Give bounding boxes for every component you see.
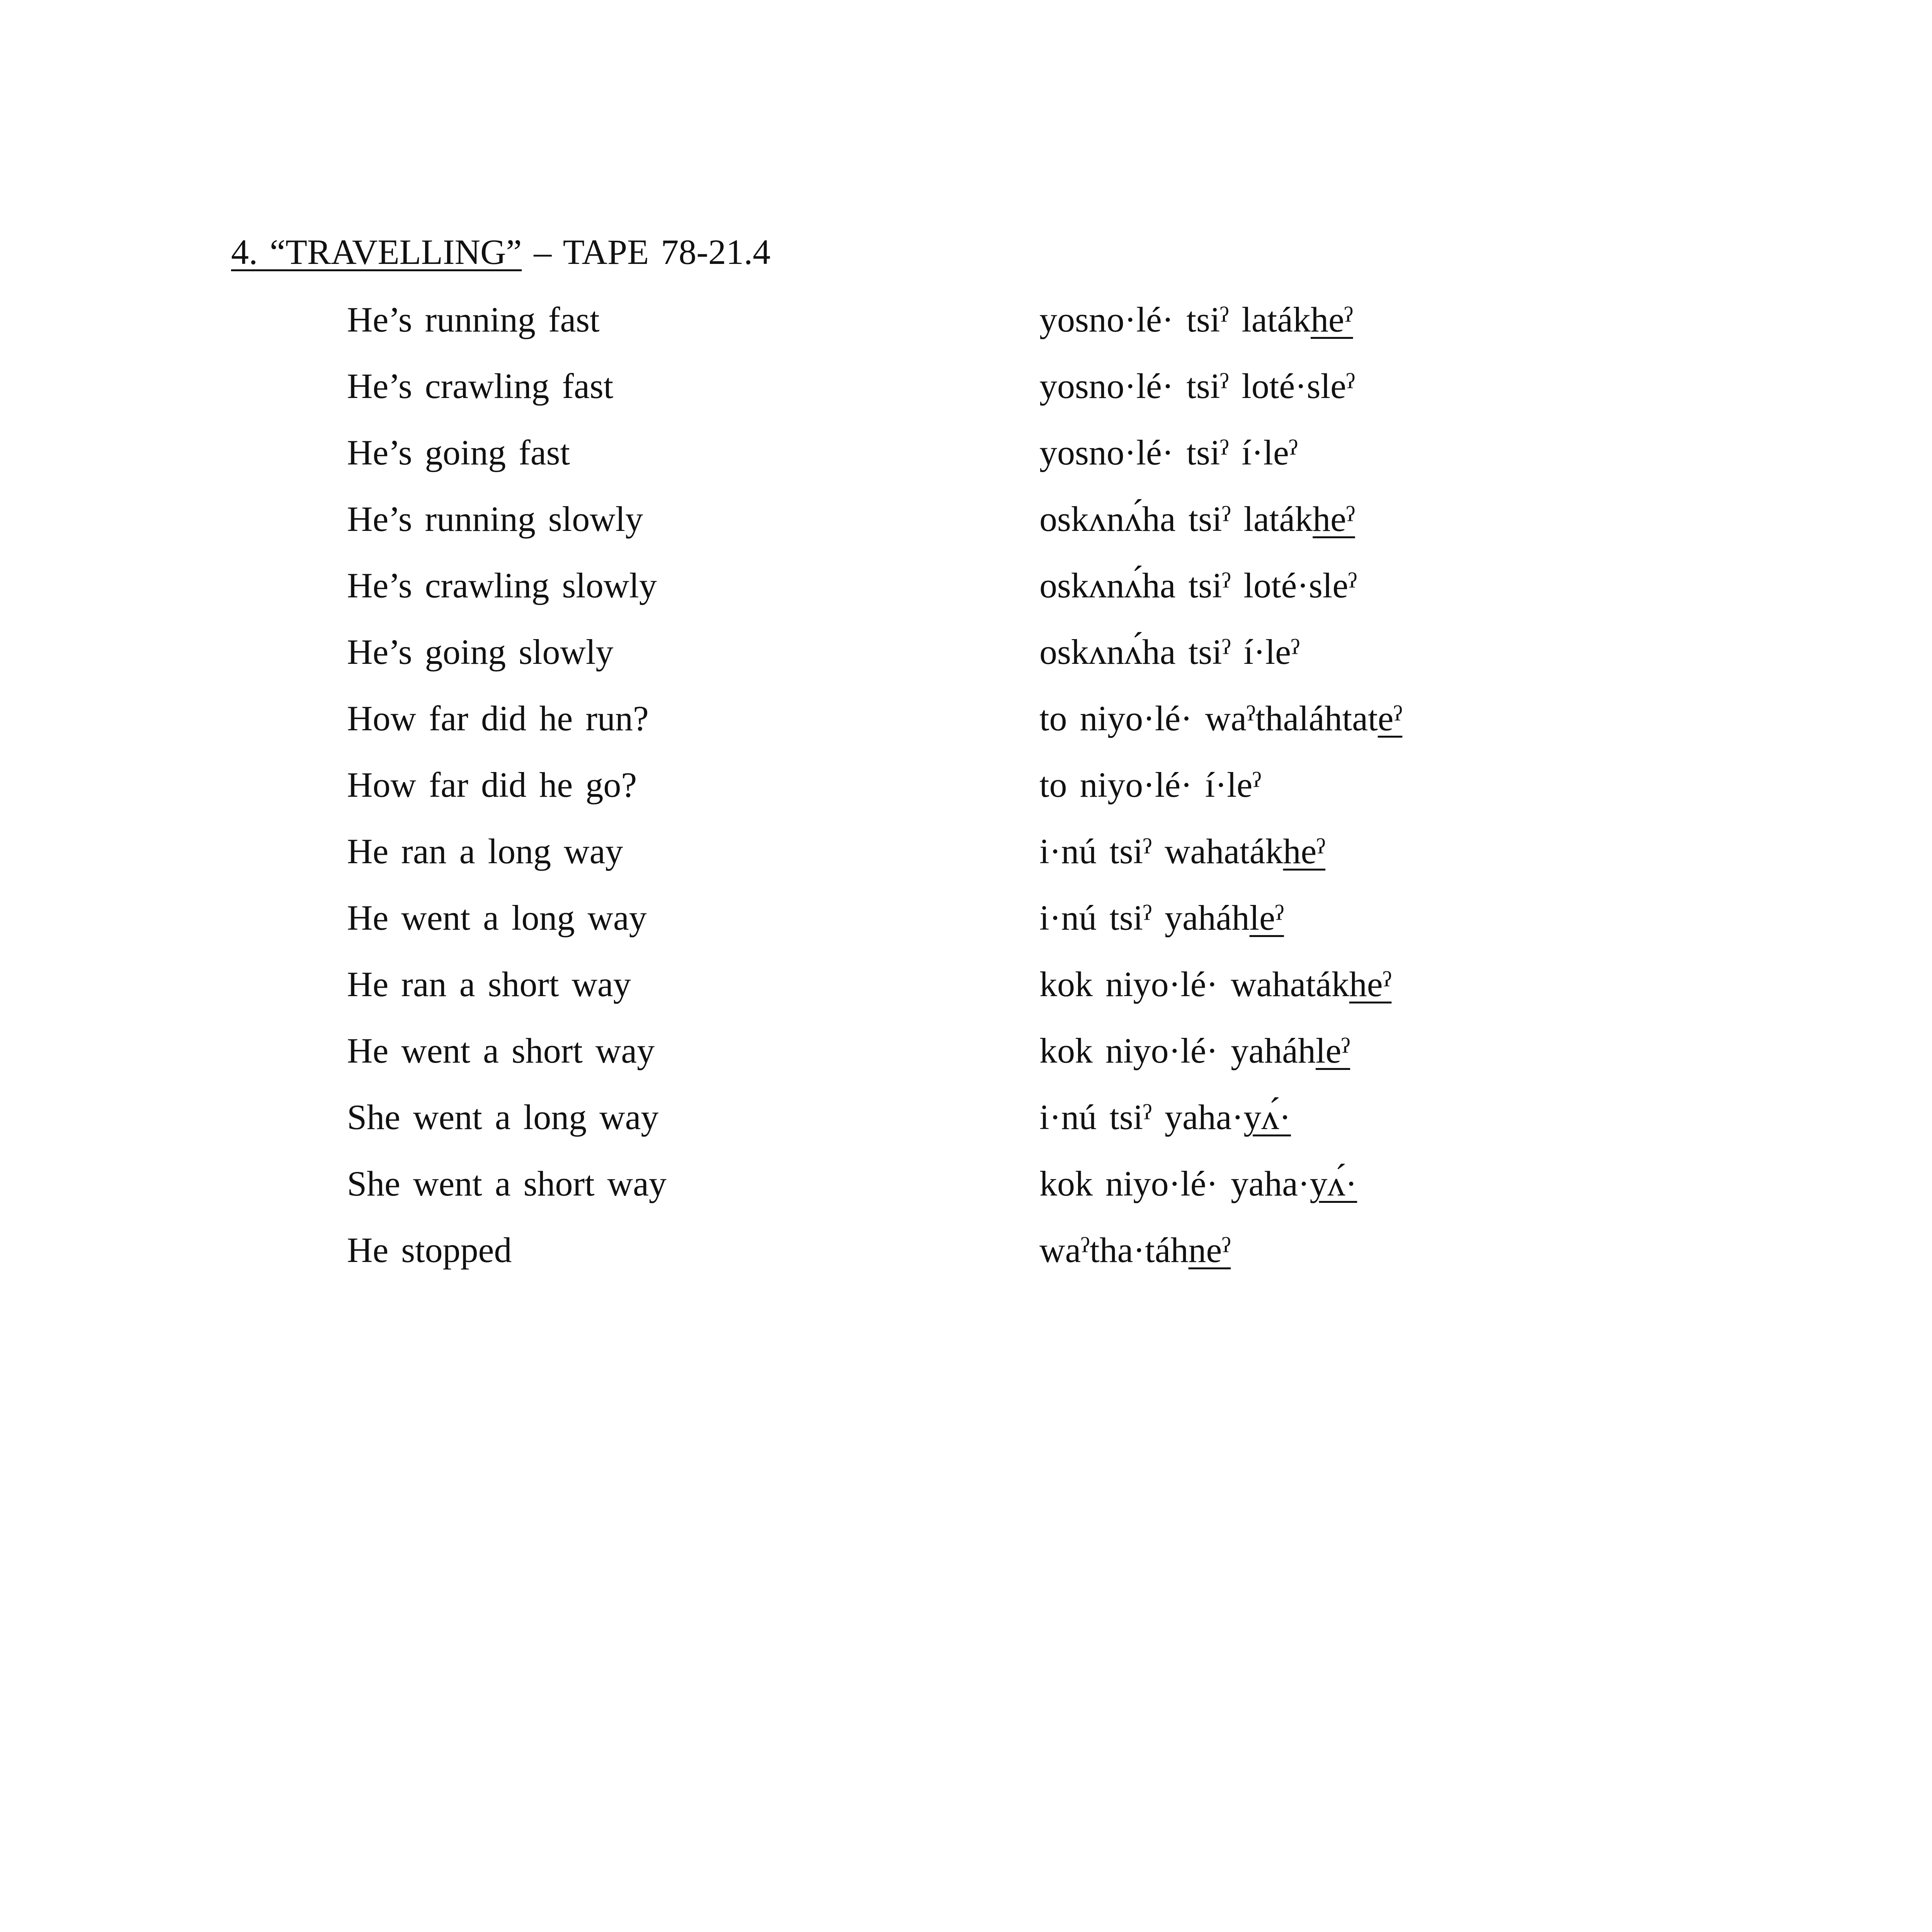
vocabulary-row — [0, 496, 1932, 542]
english-phrase: How far did he run? — [347, 699, 649, 738]
english-phrase: He went a short way — [347, 1031, 655, 1070]
english-phrase: He’s going fast — [347, 433, 570, 472]
vocabulary-row — [0, 961, 1932, 1007]
mohawk-phrase: oskʌnʌ́ha tsiˀ í·leˀ — [1039, 632, 1300, 672]
vocabulary-row — [0, 363, 1932, 409]
mohawk-phrase: kok niyo·lé· wahatákheˀ — [1039, 964, 1392, 1004]
vocabulary-row — [0, 296, 1932, 343]
english-phrase: He ran a long way — [347, 832, 623, 871]
vocabulary-row — [0, 895, 1932, 941]
english-phrase: She went a short way — [347, 1164, 667, 1203]
mohawk-phrase: oskʌnʌ́ha tsiˀ latákheˀ — [1039, 499, 1355, 539]
mohawk-phrase: i·nú tsiˀ wahatákheˀ — [1039, 832, 1326, 871]
mohawk-phrase: i·nú tsiˀ yaha·yʌ́· — [1039, 1097, 1291, 1137]
mohawk-phrase: waˀtha·táhneˀ — [1039, 1230, 1231, 1270]
vocabulary-row — [0, 1227, 1932, 1273]
section-heading-title: 4. “TRAVELLING” — [231, 232, 522, 272]
english-phrase: He’s crawling fast — [347, 366, 614, 406]
section-heading — [231, 229, 770, 275]
vocabulary-row — [0, 429, 1932, 476]
english-phrase: He went a long way — [347, 898, 647, 937]
vocabulary-row — [0, 1094, 1932, 1140]
section-heading-tape: – TAPE 78-21.4 — [522, 232, 770, 272]
english-phrase: How far did he go? — [347, 765, 637, 804]
mohawk-phrase: to niyo·lé· í·leˀ — [1039, 765, 1262, 804]
mohawk-phrase: yosno·lé· tsiˀ í·leˀ — [1039, 433, 1298, 472]
vocabulary-row — [0, 1160, 1932, 1207]
english-phrase: She went a long way — [347, 1097, 659, 1137]
english-phrase: He’s crawling slowly — [347, 566, 657, 605]
english-phrase: He stopped — [347, 1230, 512, 1270]
mohawk-phrase: oskʌnʌ́ha tsiˀ loté·sleˀ — [1039, 566, 1357, 605]
mohawk-phrase: kok niyo·lé· yaha·yʌ́· — [1039, 1164, 1357, 1203]
english-phrase: He ran a short way — [347, 964, 631, 1004]
vocabulary-row — [0, 762, 1932, 808]
mohawk-phrase: kok niyo·lé· yaháhleˀ — [1039, 1031, 1350, 1070]
vocabulary-row — [0, 562, 1932, 609]
vocabulary-row — [0, 1027, 1932, 1074]
mohawk-phrase: yosno·lé· tsiˀ latákheˀ — [1039, 300, 1353, 339]
mohawk-phrase: to niyo·lé· waˀthaláhtateˀ — [1039, 699, 1403, 738]
vocabulary-row — [0, 695, 1932, 742]
mohawk-phrase: i·nú tsiˀ yaháhleˀ — [1039, 898, 1284, 937]
english-phrase: He’s running fast — [347, 300, 600, 339]
vocabulary-row — [0, 629, 1932, 675]
vocabulary-row — [0, 828, 1932, 874]
mohawk-phrase: yosno·lé· tsiˀ loté·sleˀ — [1039, 366, 1355, 406]
english-phrase: He’s going slowly — [347, 632, 614, 672]
english-phrase: He’s running slowly — [347, 499, 643, 539]
